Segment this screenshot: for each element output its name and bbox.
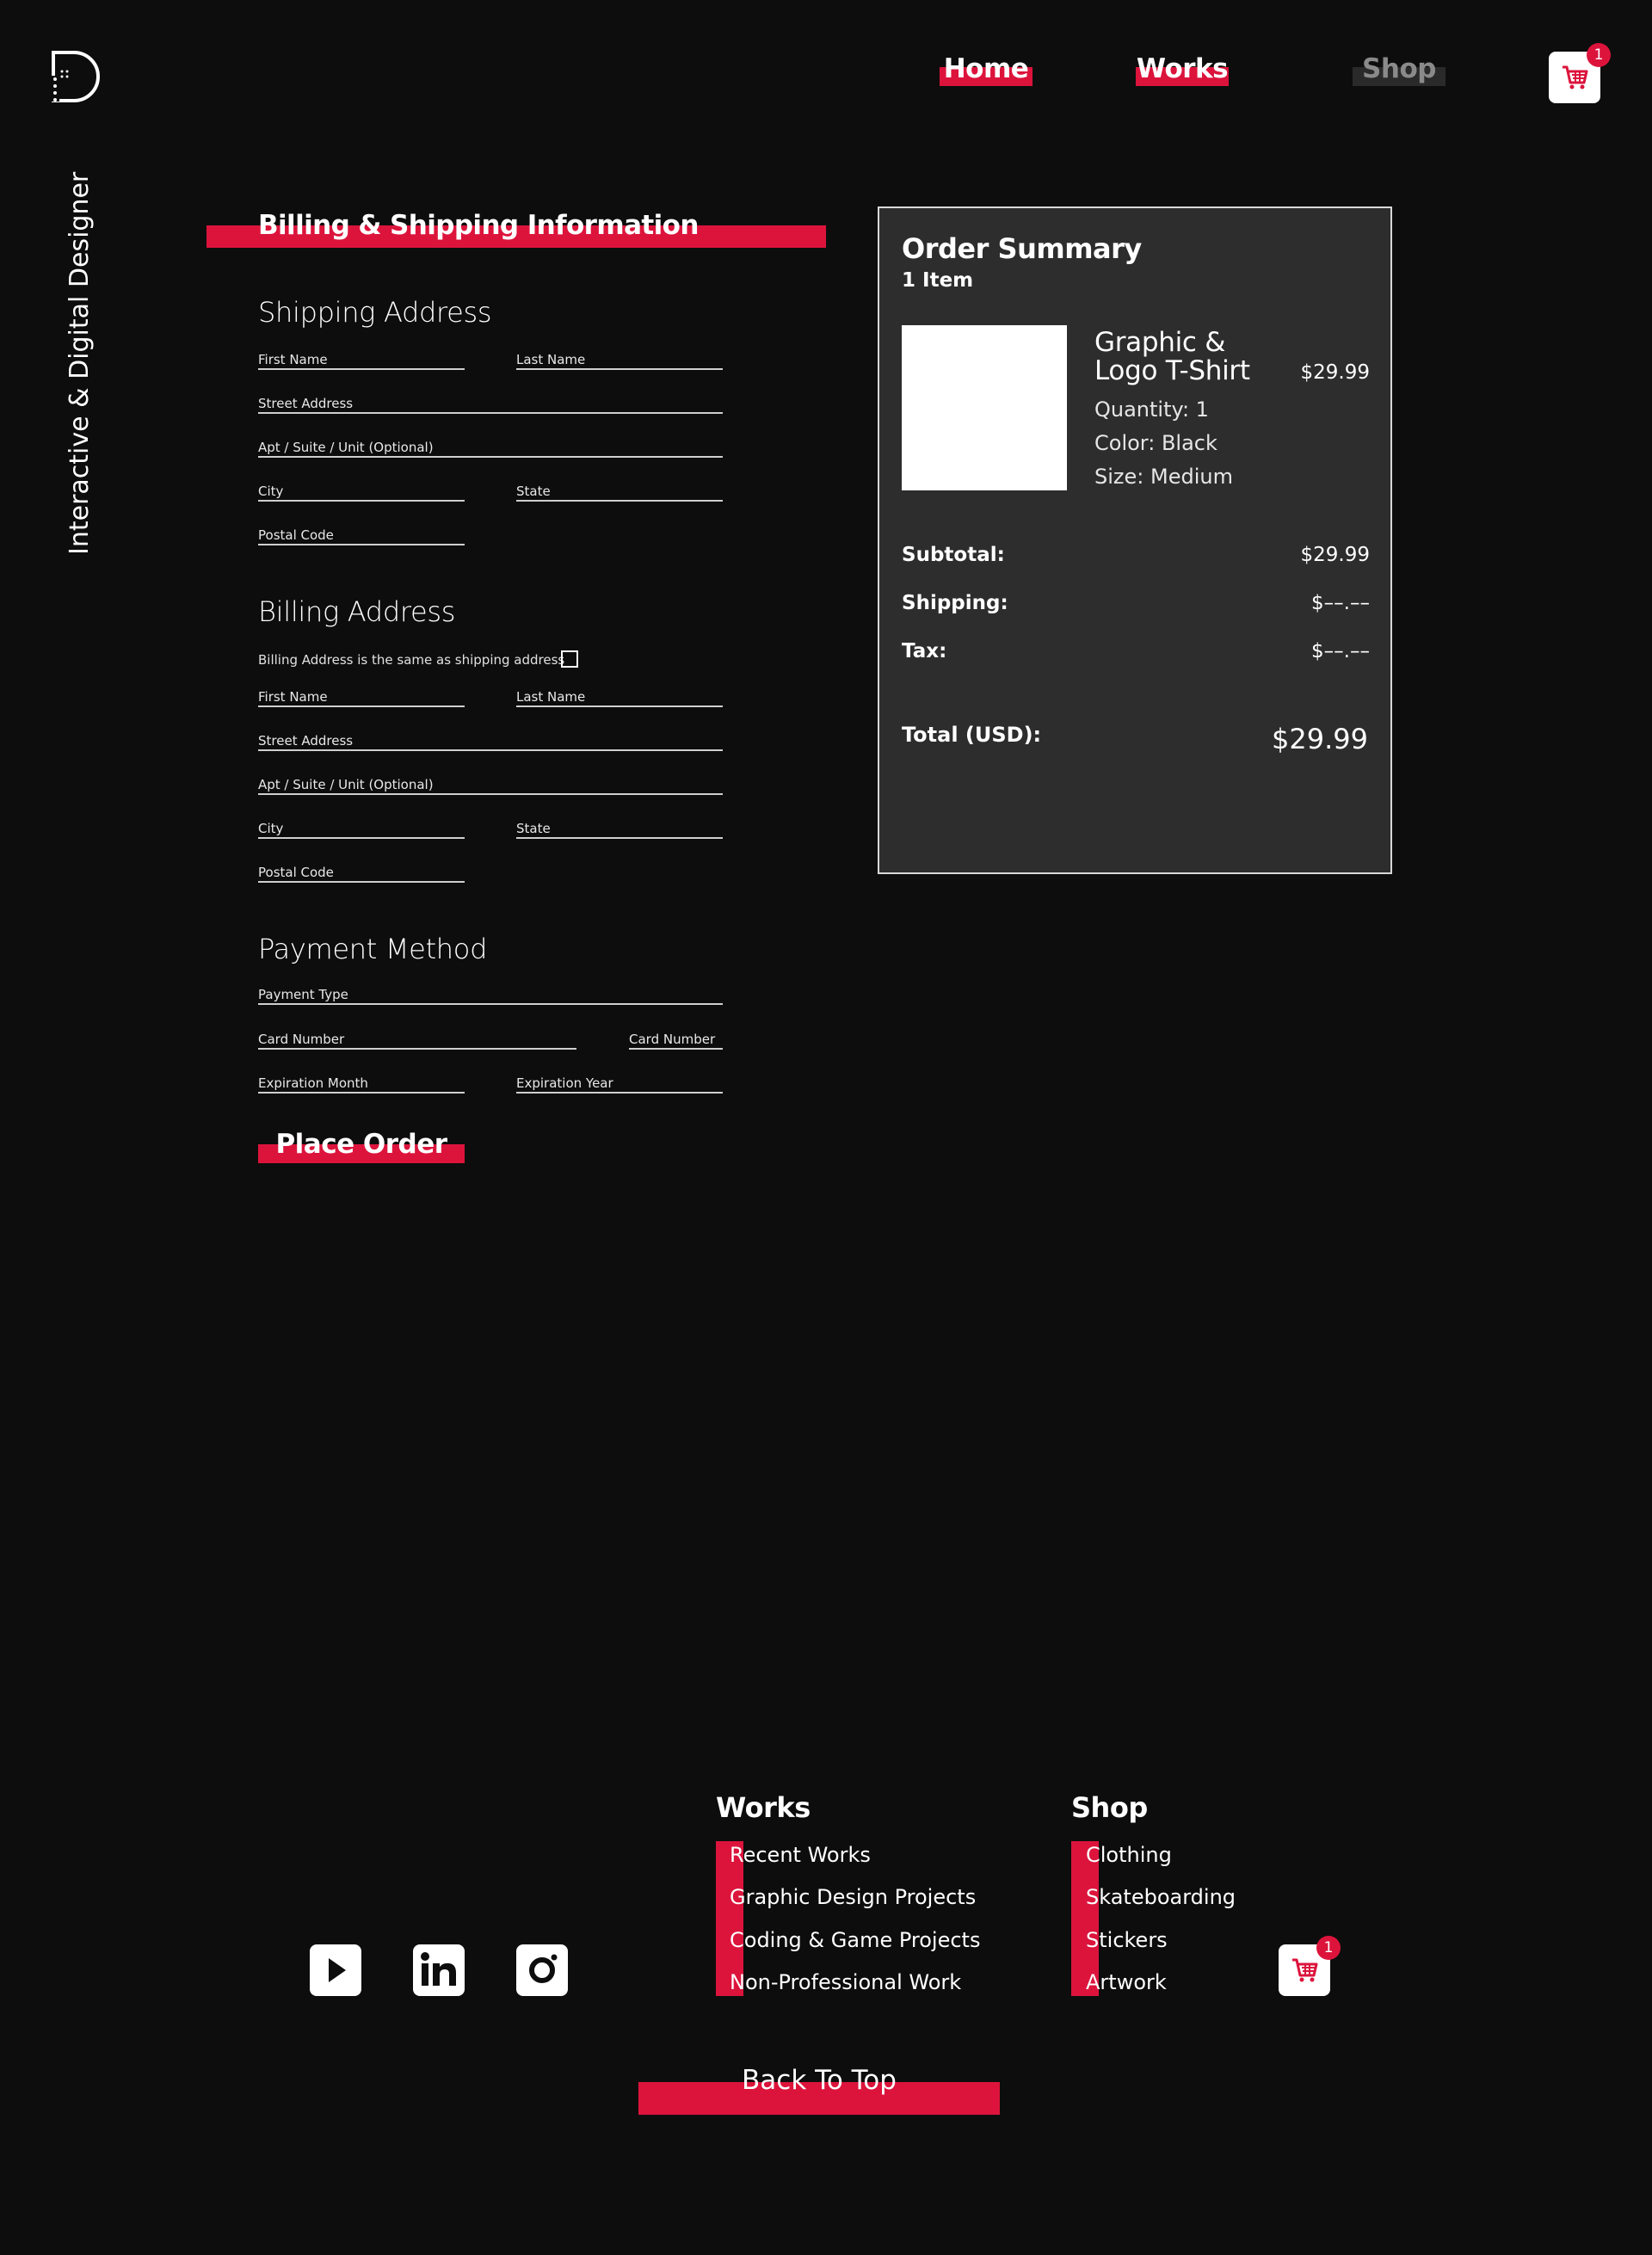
card-number-field[interactable] xyxy=(258,1024,576,1050)
payment-type-field[interactable] xyxy=(258,979,723,1005)
order-summary-panel xyxy=(878,206,1392,874)
nav-home[interactable] xyxy=(940,48,1032,89)
item-count: 1 Item xyxy=(902,269,974,292)
shipping-city-field[interactable] xyxy=(258,476,465,502)
footer-works-heading[interactable]: Works xyxy=(716,1791,811,1824)
expiration-month-field[interactable] xyxy=(258,1068,465,1094)
shipping-postal-field[interactable] xyxy=(258,520,465,545)
billing-postal-field[interactable] xyxy=(258,857,465,883)
footer-link-recent-works[interactable]: Recent Works xyxy=(730,1843,871,1867)
field-label: Apt / Suite / Unit (Optional) xyxy=(258,440,434,455)
subtotal-value: $29.99 xyxy=(1300,544,1370,566)
nav-shop[interactable] xyxy=(1353,48,1446,89)
order-summary-title: Order Summary xyxy=(902,232,1142,265)
footer-link-coding-games[interactable]: Coding & Game Projects xyxy=(730,1928,981,1952)
footer-link-skateboarding[interactable]: Skateboarding xyxy=(1086,1885,1236,1909)
side-tagline: Interactive & Digital Designer xyxy=(65,171,95,555)
field-label: Expiration Year xyxy=(516,1075,613,1091)
back-to-top-button[interactable]: Back To Top xyxy=(742,2065,897,2096)
tax-label: Tax: xyxy=(902,640,947,662)
cart-button[interactable] xyxy=(1549,46,1604,103)
nav-works[interactable] xyxy=(1136,48,1229,89)
field-label: First Name xyxy=(258,352,328,367)
shipping-street-field[interactable] xyxy=(258,388,723,414)
cart-count-badge: 1 xyxy=(1587,43,1611,67)
nav-home-label: Home xyxy=(943,53,1029,84)
shipping-label: Shipping: xyxy=(902,592,1008,614)
field-label: City xyxy=(258,484,284,499)
field-label: City xyxy=(258,821,284,836)
billing-city-field[interactable] xyxy=(258,813,465,839)
field-label: Expiration Month xyxy=(258,1075,368,1091)
total-label: Total (USD): xyxy=(902,723,1042,747)
field-label: State xyxy=(516,484,551,499)
billing-apt-field[interactable] xyxy=(258,769,723,795)
field-label: Last Name xyxy=(516,352,586,367)
shipping-heading: Shipping Address xyxy=(258,296,492,329)
footer-link-non-professional[interactable]: Non-Professional Work xyxy=(730,1970,962,1994)
billing-last-name-field[interactable] xyxy=(516,681,723,707)
same-as-shipping-checkbox[interactable] xyxy=(561,650,578,668)
footer-shop-heading[interactable]: Shop xyxy=(1071,1791,1148,1824)
footer-link-clothing[interactable]: Clothing xyxy=(1086,1843,1172,1867)
field-label: State xyxy=(516,821,551,836)
page-title: Billing & Shipping Information xyxy=(258,210,699,241)
total-value: $29.99 xyxy=(1272,723,1368,755)
nav-shop-label: Shop xyxy=(1362,53,1436,84)
shopping-cart-icon xyxy=(1561,64,1588,91)
footer-link-stickers[interactable]: Stickers xyxy=(1086,1928,1168,1952)
product-image xyxy=(902,325,1067,490)
youtube-icon[interactable] xyxy=(310,1944,361,1996)
d-monogram-logo-icon[interactable] xyxy=(50,50,103,103)
field-label: Street Address xyxy=(258,396,354,411)
instagram-icon[interactable] xyxy=(516,1944,568,1996)
field-label: Card Number xyxy=(258,1032,345,1047)
product-color: Color: Black xyxy=(1094,431,1217,455)
cart-count-badge: 1 xyxy=(1316,1936,1341,1960)
billing-first-name-field[interactable] xyxy=(258,681,465,707)
product-name: Graphic & Logo T-Shirt xyxy=(1094,327,1250,386)
same-as-shipping-label: Billing Address is the same as shipping address xyxy=(258,652,565,668)
shipping-last-name-field[interactable] xyxy=(516,344,723,370)
field-label: First Name xyxy=(258,689,328,705)
field-label: Last Name xyxy=(516,689,586,705)
shipping-apt-field[interactable] xyxy=(258,432,723,458)
billing-state-field[interactable] xyxy=(516,813,723,839)
shipping-state-field[interactable] xyxy=(516,476,723,502)
footer-cart-button[interactable] xyxy=(1279,1939,1334,1996)
field-label: Payment Type xyxy=(258,987,348,1002)
field-label: Apt / Suite / Unit (Optional) xyxy=(258,777,434,792)
place-order-button[interactable]: Place Order xyxy=(275,1129,447,1160)
payment-heading: Payment Method xyxy=(258,933,488,965)
billing-street-field[interactable] xyxy=(258,725,723,751)
card-number-secondary-field[interactable] xyxy=(629,1024,723,1050)
field-label: Street Address xyxy=(258,733,354,749)
shopping-cart-icon xyxy=(1291,1956,1318,1984)
product-quantity: Quantity: 1 xyxy=(1094,397,1209,422)
product-size: Size: Medium xyxy=(1094,465,1233,489)
footer-link-artwork[interactable]: Artwork xyxy=(1086,1970,1167,1994)
linkedin-icon[interactable] xyxy=(413,1944,465,1996)
tax-value: $––.–– xyxy=(1311,640,1370,662)
product-price: $29.99 xyxy=(1300,361,1370,384)
shipping-value: $––.–– xyxy=(1311,592,1370,614)
field-label: Postal Code xyxy=(258,865,334,880)
field-label: Postal Code xyxy=(258,527,334,543)
field-label: Card Number xyxy=(629,1032,716,1047)
shipping-first-name-field[interactable] xyxy=(258,344,465,370)
footer-link-graphic-design[interactable]: Graphic Design Projects xyxy=(730,1885,977,1909)
billing-heading: Billing Address xyxy=(258,595,456,628)
subtotal-label: Subtotal: xyxy=(902,544,1005,566)
nav-works-label: Works xyxy=(1136,53,1229,84)
expiration-year-field[interactable] xyxy=(516,1068,723,1094)
